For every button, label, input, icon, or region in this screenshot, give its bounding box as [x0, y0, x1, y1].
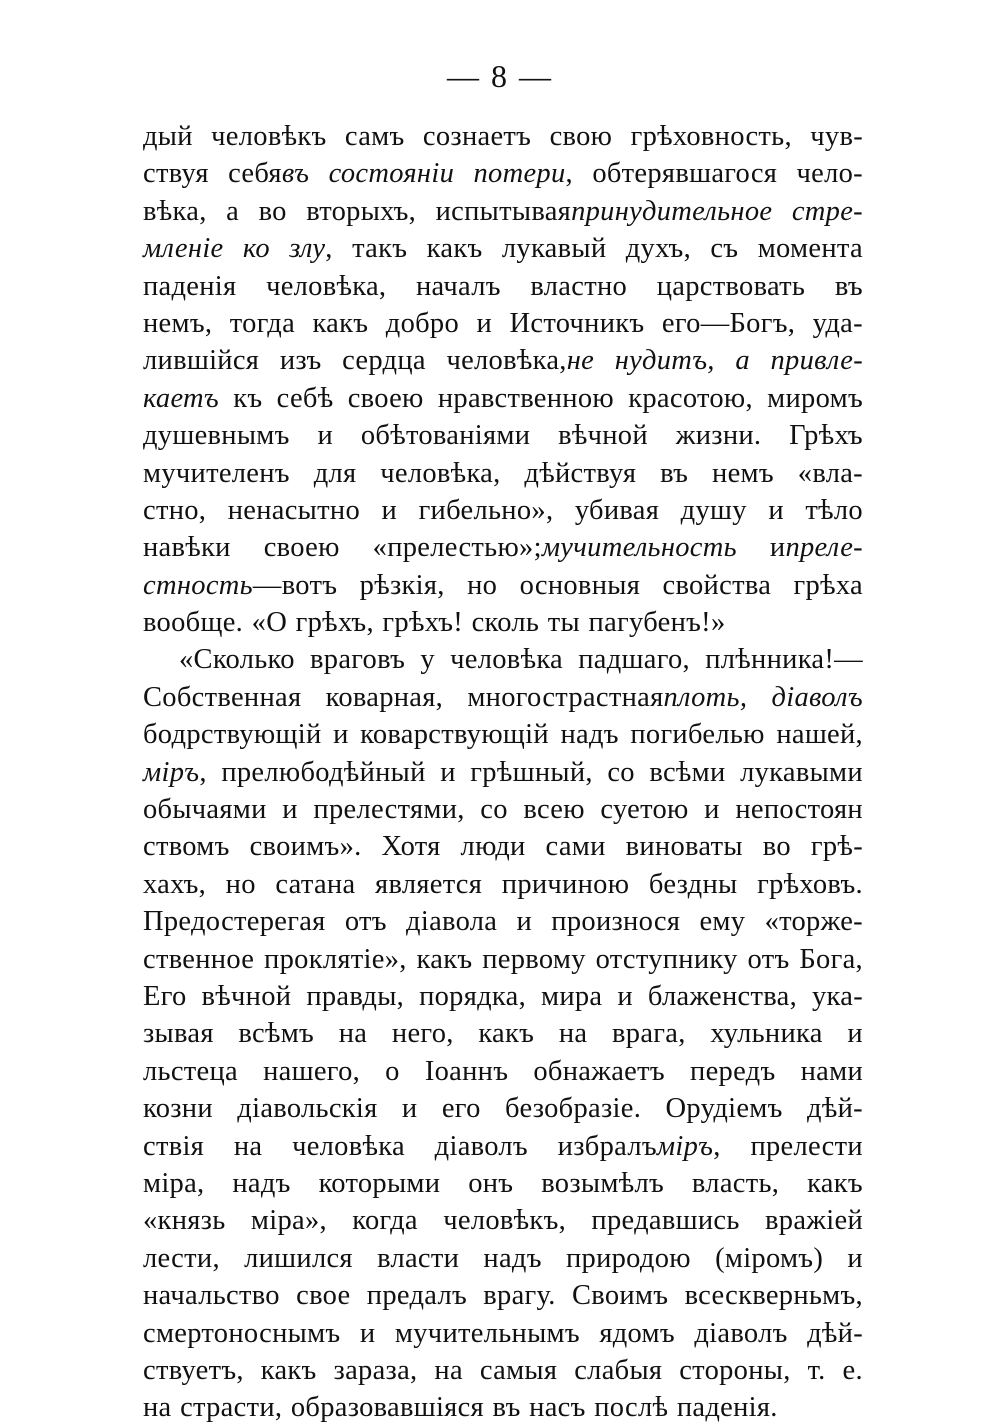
- text-line: «Сколько враговъ у человѣка падшаго, плѣнника!—: [179, 644, 863, 676]
- text-line: «князь міра», когда человѣкъ, предавшись вражіей: [143, 1205, 863, 1237]
- text-line: мленіе ко злу, такъ какъ лукавый духъ, съ момента: [143, 233, 863, 265]
- text-line: немъ, тогда какъ добро и Источникъ его—Богъ, уда-: [143, 307, 863, 339]
- text-line: смертоноснымъ и мучительнымъ ядомъ діаволъ дѣй-: [143, 1317, 863, 1349]
- text-line: ствія на человѣка діаволъ избралъміръ, прелести: [143, 1130, 863, 1162]
- text-line: мучителенъ для человѣка, дѣйствуя въ немъ «вла-: [143, 457, 863, 489]
- text-line: каетъ къ себѣ своею нравственною красотою, миромъ: [143, 382, 863, 414]
- text-line: зывая всѣмъ на него, какъ на врага, хульника и: [143, 1018, 863, 1050]
- text-line: на страсти, образовавшіяся въ насъ послѣ паденія.: [143, 1392, 778, 1424]
- text-line: міръ, прелюбодѣйный и грѣшный, со всѣми лукавыми: [143, 756, 863, 788]
- text-line: дый человѣкъ самъ сознаетъ свою грѣховность, чув-: [143, 121, 863, 152]
- text-line: навѣки своею «прелестью»;мучительность ипреле-: [143, 532, 863, 564]
- text-line: ствуетъ, какъ зараза, на самыя слабыя стороны, т. е.: [143, 1354, 863, 1386]
- text-line: Собственная коварная, многострастнаяплоть, діаволъ: [143, 681, 863, 713]
- text-line: душевнымъ и обѣтованіями вѣчной жизни. Грѣхъ: [143, 420, 863, 452]
- text-line: стность—вотъ рѣзкія, но основныя свойства грѣха: [143, 569, 863, 601]
- text-line: міра, надъ которыми онъ возымѣлъ власть, какъ: [143, 1167, 863, 1199]
- text-line: Его вѣчной правды, порядка, мира и блаженства, ука-: [143, 980, 863, 1012]
- text-line: ствуя себявъ состояніи потери, обтерявшагося чело-: [143, 158, 863, 190]
- text-line: паденія человѣка, началъ властно царствовать въ: [143, 270, 863, 302]
- text-line: хахъ, но сатана является причиною бездны грѣховъ.: [143, 868, 863, 900]
- text-line: обычаями и прелестями, со всею суетою и непостоян: [143, 794, 863, 826]
- text-line: вообще. «О грѣхъ, грѣхъ! сколь ты пагубенъ!»: [143, 607, 726, 639]
- text-line: бодрствующій и коварствующій надъ погибелью нашей,: [143, 719, 863, 751]
- text-line: ствомъ своимъ». Хотя люди сами виноваты во грѣ-: [143, 831, 863, 863]
- page-number: — 8 —: [447, 58, 553, 94]
- text-line: стно, ненасытно и гибельно», убивая душу и тѣло: [143, 494, 863, 526]
- text-line: льстеца нашего, о Іоаннъ обнажаетъ передъ нами: [143, 1055, 863, 1087]
- text-line: Предостерегая отъ діавола и произнося ему «торже-: [143, 906, 863, 938]
- body-text: [143, 118, 863, 1427]
- text-line: лести, лишился власти надъ природою (міромъ) и: [143, 1242, 863, 1274]
- text-line: лившійся изъ сердца человѣка,не нудитъ, а привле-: [143, 345, 863, 377]
- text-line: вѣка, а во вторыхъ, испытываяпринудительное стре-: [143, 195, 863, 227]
- text-line: ственное проклятіе», какъ первому отступнику отъ Бога,: [143, 943, 863, 975]
- text-line: козни діавольскія и его безобразіе. Орудіемъ дѣй-: [143, 1093, 863, 1125]
- text-line: начальство свое предалъ врагу. Своимъ всескверньмъ,: [143, 1280, 863, 1312]
